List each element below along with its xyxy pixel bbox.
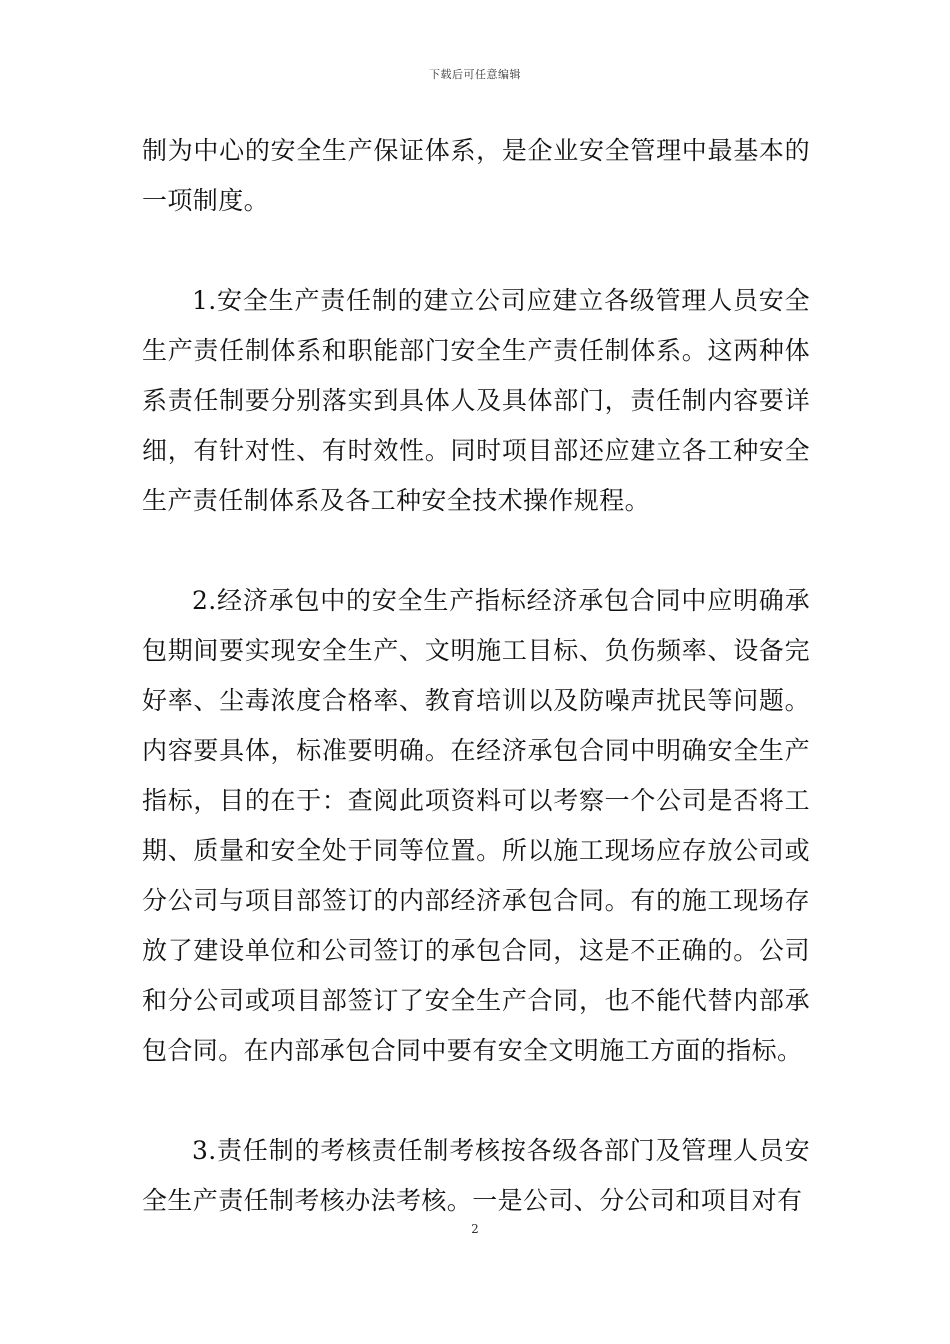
paragraph-gap xyxy=(142,526,810,576)
document-body xyxy=(142,126,810,1226)
paragraph-continuation: 制为中心的安全生产保证体系，是企业安全管理中最基本的一项制度。 xyxy=(142,136,810,215)
page-header: 下载后可任意编辑 xyxy=(429,68,521,81)
paragraph-item-3: 3.责任制的考核责任制考核按各级各部门及管理人员安全生产责任制考核办法考核。一是公司、分公司和项目对有 xyxy=(142,1136,810,1215)
paragraph-gap xyxy=(142,226,810,276)
paragraph-item-2: 2.经济承包中的安全生产指标经济承包合同中应明确承包期间要实现安全生产、文明施工目标、负伤频率、设备完好率、尘毒浓度合格率、教育培训以及防噪声扰民等问题。内容要具体，标准要明确。在经济承包合同中明确安全生产指标，目的在于：查阅此项资料可以考察一个公司是否将工期、质量和安全处于同等位置。所以施工现场应存放公司或分公司与项目部签订的内部经济承包合同。有的施工现场存放了建设单位和公司签订的承包合同，这是不正确的。公司和分公司或项目部签订了安全生产合同，也不能代替内部承包合同。在内部承包合同中要有安全文明施工方面的指标。 xyxy=(142,586,810,1065)
paragraph-item-1: 1.安全生产责任制的建立公司应建立各级管理人员安全生产责任制体系和职能部门安全生产责任制体系。这两种体系责任制要分别落实到具体人及具体部门，责任制内容要详细，有针对性、有时效性。同时项目部还应建立各工种安全生产责任制体系及各工种安全技术操作规程。 xyxy=(142,286,810,515)
page-number: 2 xyxy=(471,1222,479,1236)
paragraph-gap xyxy=(142,1076,810,1126)
